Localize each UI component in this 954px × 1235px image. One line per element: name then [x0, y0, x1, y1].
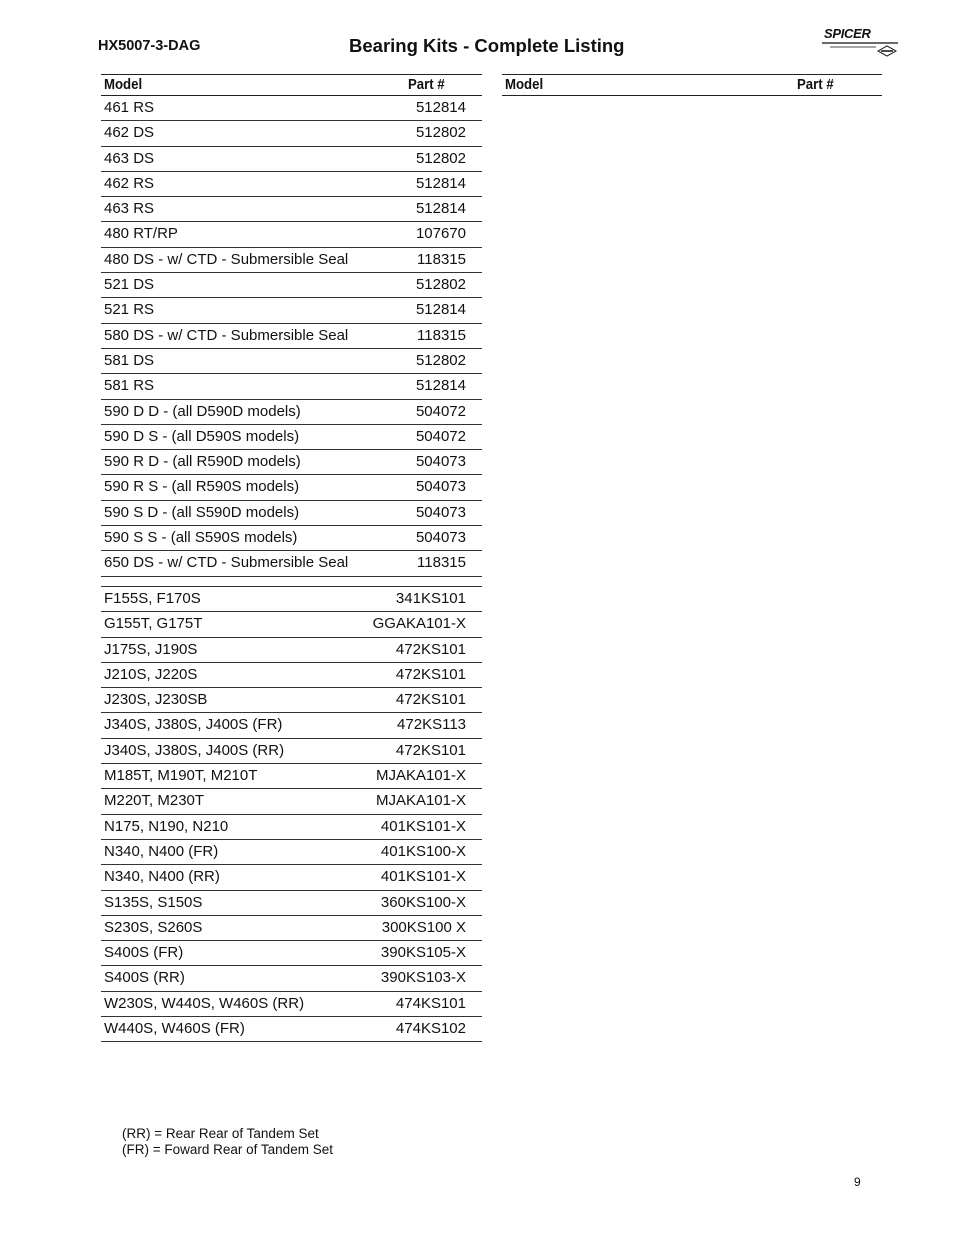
table-row: [101, 789, 482, 814]
footnotes: [122, 1126, 333, 1158]
column-header-model: Model: [104, 76, 143, 93]
table-row: [101, 688, 482, 713]
model-cell: S400S (FR): [104, 944, 184, 962]
part-number-cell: 504073: [415, 478, 466, 496]
column-header-part: Part #: [408, 76, 445, 93]
table-row: [101, 96, 482, 121]
model-cell: 461 RS: [104, 99, 155, 116]
model-cell: 580 DS - w/ CTD - Submersible Seal: [104, 326, 349, 344]
model-cell: W440S, W460S (FR): [104, 1020, 245, 1038]
model-cell: J230S, J230SB: [104, 691, 208, 709]
left-parts-table: [101, 74, 482, 577]
model-cell: N340, N400 (FR): [104, 842, 219, 860]
model-cell: G155T, G175T: [104, 615, 203, 633]
model-cell: J340S, J380S, J400S (RR): [104, 741, 285, 759]
right-parts-table: [502, 74, 882, 96]
model-cell: S400S (RR): [104, 969, 185, 987]
part-number-cell: 512802: [415, 351, 466, 369]
table-body: [101, 587, 482, 1042]
model-cell: 463 RS: [104, 200, 155, 218]
model-cell: F155S, F170S: [104, 590, 201, 607]
part-number-cell: 504073: [415, 453, 466, 471]
model-cell: M185T, M190T, M210T: [104, 767, 258, 785]
table-row: [101, 865, 482, 890]
logo-text: SPICER: [824, 26, 871, 41]
table-row: [101, 248, 482, 273]
model-cell: N175, N190, N210: [104, 817, 229, 835]
spicer-logo: [820, 24, 902, 60]
second-parts-table: [101, 586, 482, 1042]
table-row: [101, 587, 482, 612]
part-number-cell: 512802: [415, 124, 466, 142]
model-cell: 590 D D - (all D590D models): [104, 402, 301, 420]
part-number-cell: 107670: [415, 225, 466, 243]
part-number-cell: 512814: [415, 174, 466, 192]
table-header: [502, 74, 882, 96]
model-cell: S230S, S260S: [104, 918, 203, 936]
table-row: [101, 941, 482, 966]
column-header-model: Model: [505, 76, 544, 93]
model-cell: 463 DS: [104, 149, 155, 167]
part-number-cell: 512814: [415, 377, 466, 395]
model-cell: W230S, W440S, W460S (RR): [104, 994, 305, 1012]
footnote-fr: (FR) = Foward Rear of Tandem Set: [122, 1142, 333, 1157]
page-number: 9: [854, 1175, 861, 1189]
part-number-cell: 401KS101-X: [380, 868, 466, 886]
part-number-cell: 512814: [415, 200, 466, 218]
table-row: [101, 147, 482, 172]
table-row: [101, 121, 482, 146]
model-cell: 590 R D - (all R590D models): [104, 453, 301, 471]
part-number-cell: 390KS103-X: [380, 969, 466, 987]
model-cell: J210S, J220S: [104, 665, 198, 683]
table-row: [101, 374, 482, 399]
part-number-cell: 300KS100 X: [381, 918, 466, 936]
doc-code: HX5007-3-DAG: [98, 38, 201, 54]
part-number-cell: 472KS101: [395, 691, 466, 709]
model-cell: 581 DS: [104, 351, 155, 369]
part-number-cell: 341KS101: [395, 590, 466, 607]
table-row: [101, 172, 482, 197]
part-number-cell: 512814: [415, 99, 466, 116]
part-number-cell: 472KS101: [395, 741, 466, 759]
model-cell: 480 RT/RP: [104, 225, 178, 243]
logo-emblem-icon: [820, 24, 902, 60]
part-number-cell: 118315: [417, 250, 466, 268]
part-number-cell: 472KS101: [395, 640, 466, 658]
table-row: [101, 916, 482, 941]
table-row: [101, 840, 482, 865]
table-row: [101, 526, 482, 551]
part-number-cell: 504072: [415, 427, 466, 445]
model-cell: 590 S S - (all S590S models): [104, 529, 298, 547]
model-cell: 462 DS: [104, 124, 155, 142]
table-row: [101, 638, 482, 663]
part-number-cell: 504073: [415, 529, 466, 547]
part-number-cell: 360KS100-X: [380, 893, 466, 911]
column-header-part: Part #: [797, 76, 834, 93]
model-cell: 590 D S - (all D590S models): [104, 427, 300, 445]
table-row: [101, 713, 482, 738]
footnote-rr: (RR) = Rear Rear of Tandem Set: [122, 1126, 319, 1141]
part-number-cell: 472KS113: [397, 716, 466, 734]
model-cell: 480 DS - w/ CTD - Submersible Seal: [104, 250, 349, 268]
table-row: [101, 891, 482, 916]
table-row: [101, 501, 482, 526]
part-number-cell: 512814: [415, 301, 466, 319]
table-row: [101, 400, 482, 425]
part-number-cell: 504073: [415, 503, 466, 521]
table-row: [101, 764, 482, 789]
table-row: [101, 349, 482, 374]
page-title: Bearing Kits - Complete Listing: [349, 35, 625, 56]
table-row: [101, 815, 482, 840]
part-number-cell: 472KS101: [395, 665, 466, 683]
table-row: [101, 739, 482, 764]
table-header: [101, 74, 482, 96]
table-row: [101, 450, 482, 475]
model-cell: J175S, J190S: [104, 640, 198, 658]
part-number-cell: 474KS102: [395, 1020, 466, 1038]
table-row: [101, 1017, 482, 1042]
model-cell: 590 S D - (all S590D models): [104, 503, 300, 521]
table-row: [101, 475, 482, 500]
table-body: [101, 96, 482, 577]
part-number-cell: MJAKA101-X: [375, 792, 466, 810]
model-cell: 590 R S - (all R590S models): [104, 478, 300, 496]
model-cell: 521 DS: [104, 276, 155, 294]
model-cell: 462 RS: [104, 174, 155, 192]
table-row: [101, 298, 482, 323]
table-row: [101, 612, 482, 637]
table-row: [101, 324, 482, 349]
model-cell: J340S, J380S, J400S (FR): [104, 716, 283, 734]
part-number-cell: 401KS101-X: [380, 817, 466, 835]
part-number-cell: 474KS101: [395, 994, 466, 1012]
model-cell: M220T, M230T: [104, 792, 205, 810]
part-number-cell: 118315: [417, 554, 466, 572]
table-row: [101, 425, 482, 450]
part-number-cell: 390KS105-X: [380, 944, 466, 962]
table-row: [101, 551, 482, 576]
model-cell: 650 DS - w/ CTD - Submersible Seal: [104, 554, 349, 572]
part-number-cell: 512802: [415, 276, 466, 294]
model-cell: S135S, S150S: [104, 893, 203, 911]
part-number-cell: GGAKA101-X: [372, 615, 466, 633]
table-row: [101, 663, 482, 688]
part-number-cell: 118315: [417, 326, 466, 344]
table-row: [101, 273, 482, 298]
table-row: [101, 992, 482, 1017]
part-number-cell: 401KS100-X: [380, 842, 466, 860]
table-row: [101, 197, 482, 222]
model-cell: 581 RS: [104, 377, 155, 395]
table-row: [101, 966, 482, 991]
model-cell: N340, N400 (RR): [104, 868, 220, 886]
model-cell: 521 RS: [104, 301, 155, 319]
part-number-cell: 512802: [415, 149, 466, 167]
part-number-cell: 504072: [415, 402, 466, 420]
part-number-cell: MJAKA101-X: [375, 767, 466, 785]
table-row: [101, 222, 482, 247]
